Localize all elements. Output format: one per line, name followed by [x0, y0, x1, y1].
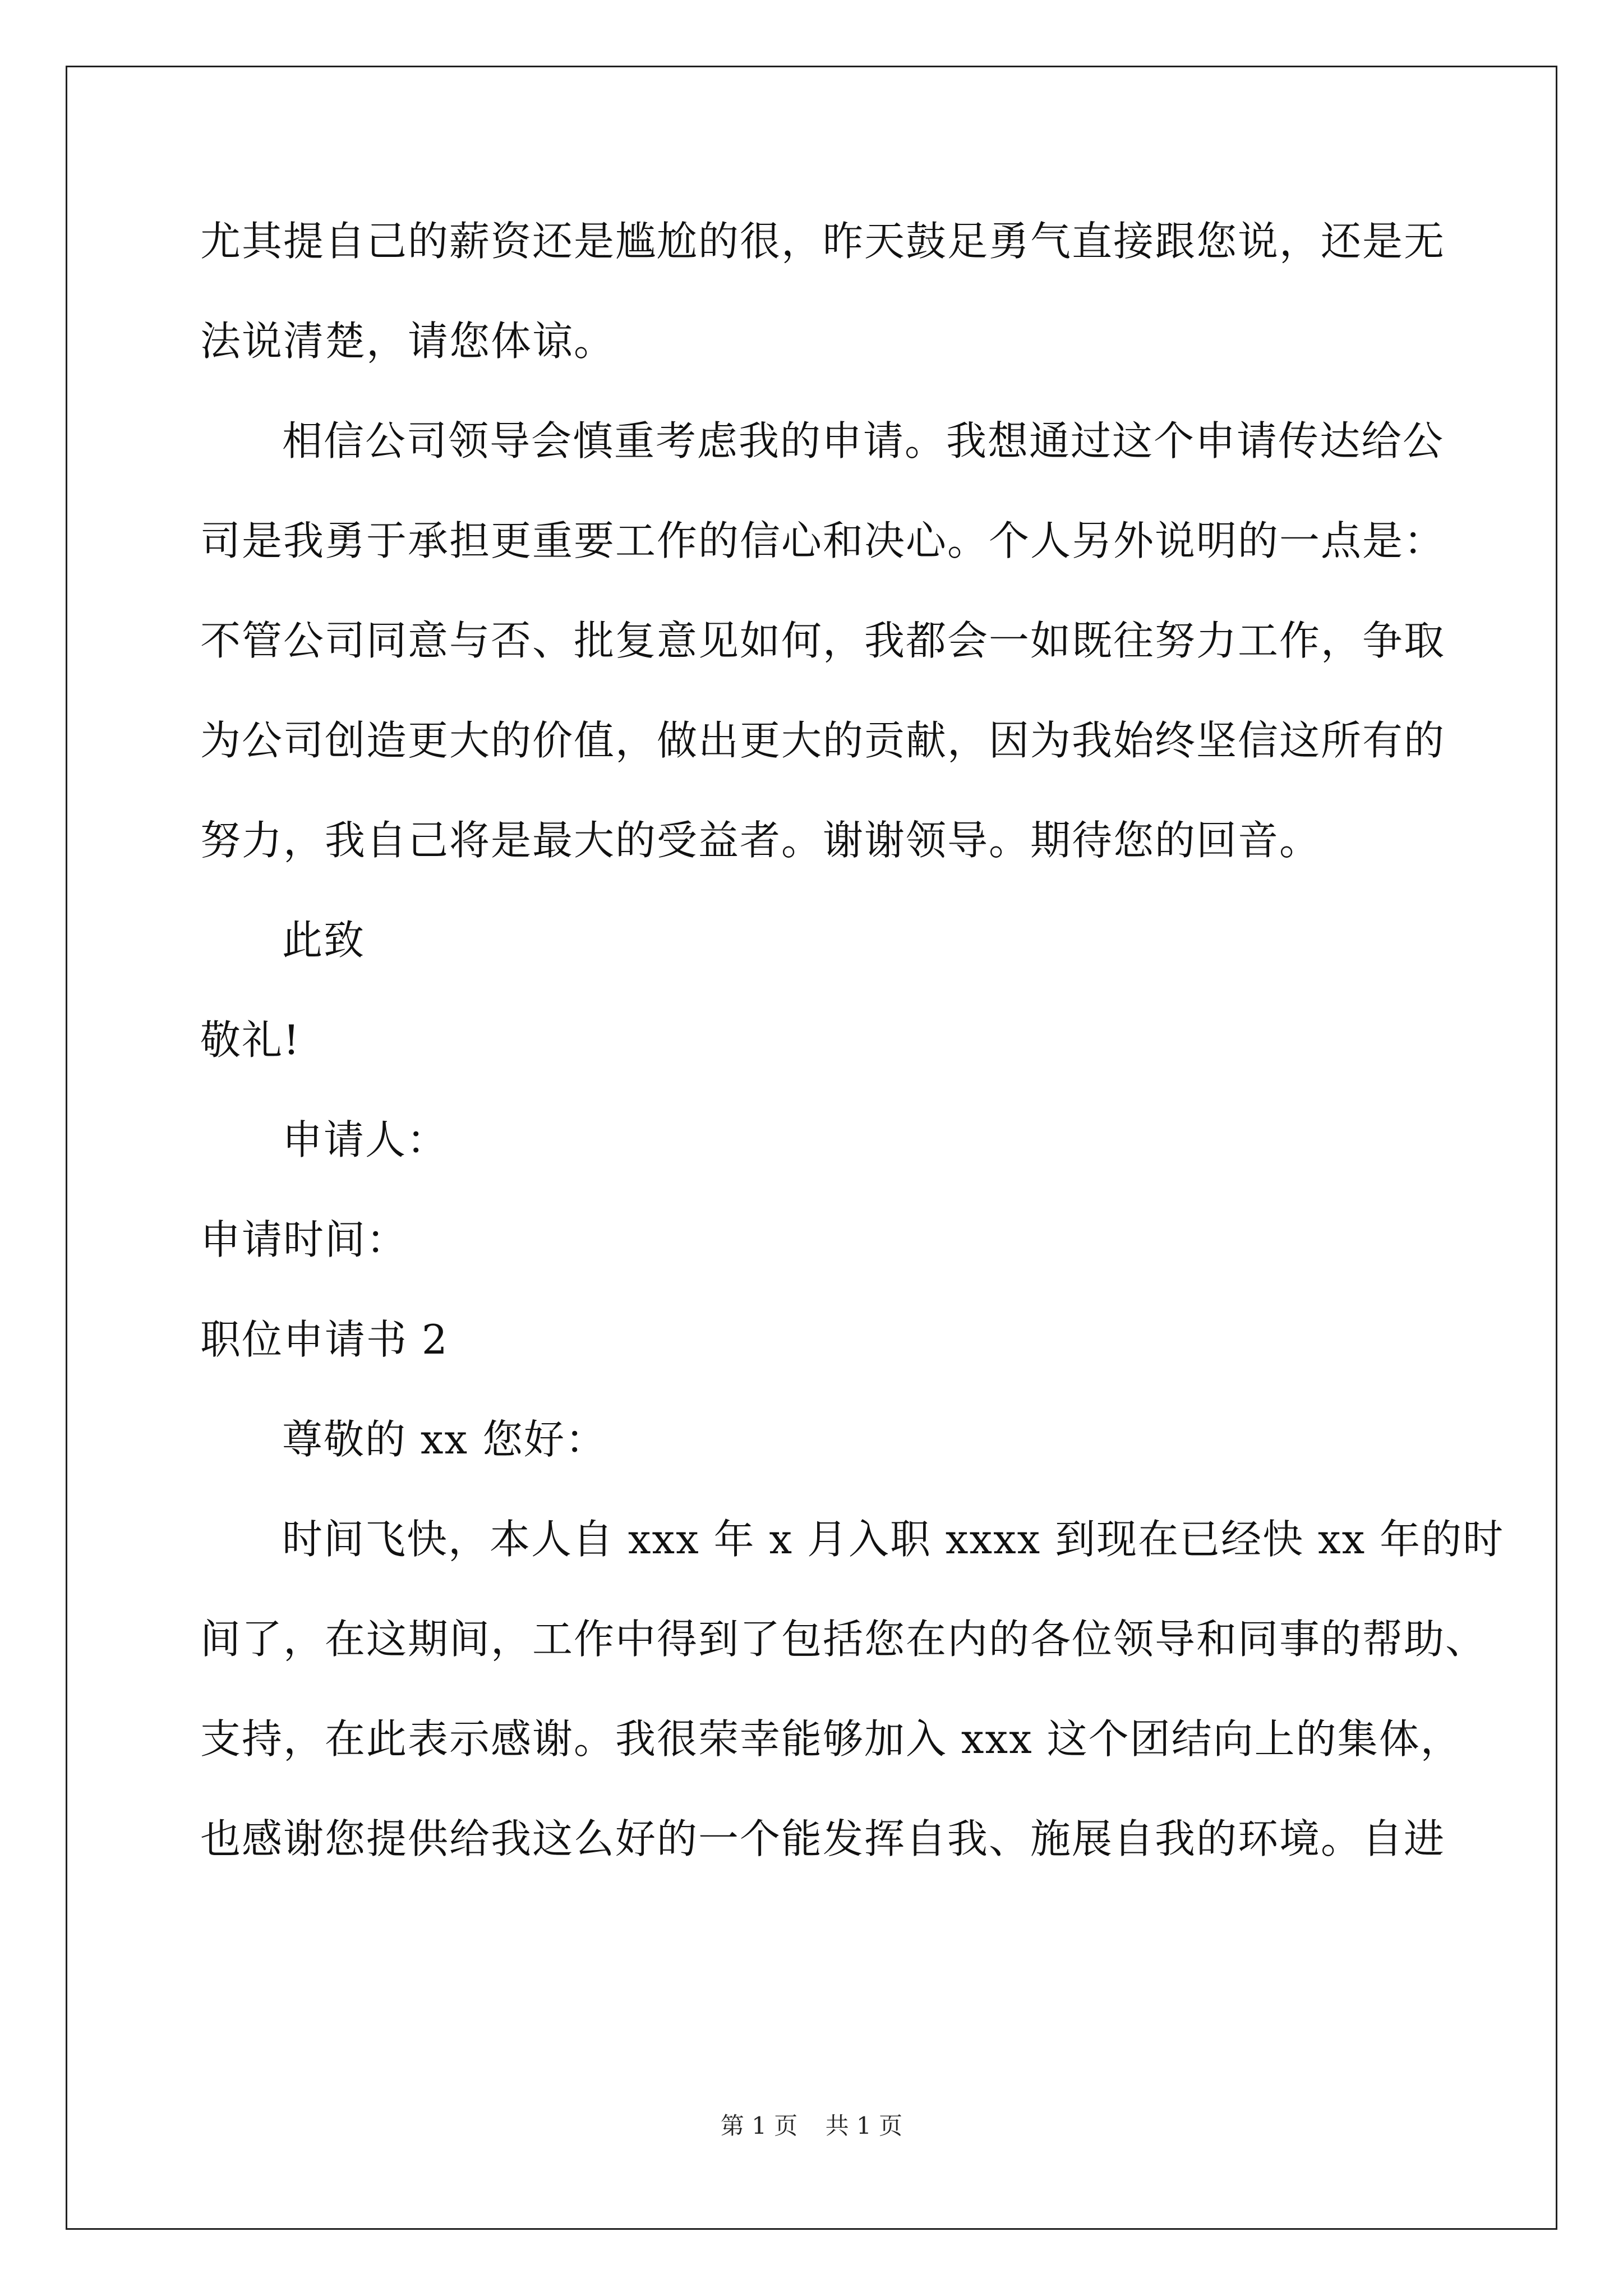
text-line: 间了，在这期间，工作中得到了包括您在内的各位领导和同事的帮助、: [200, 1616, 1487, 1663]
text-line: 也感谢您提供给我这么好的一个能发挥自我、施展自我的环境。自进: [200, 1815, 1446, 1862]
page-footer: [0, 2109, 1623, 2143]
paragraph-start-line: 相信公司领导会慎重考虑我的申请。我想通过这个申请传达给公: [282, 417, 1445, 464]
salutation: 敬礼!: [200, 1016, 301, 1064]
page-number-current: 第 1 页: [720, 2112, 798, 2139]
text-line: 尤其提自己的薪资还是尴尬的很，昨天鼓足勇气直接跟您说，还是无: [200, 218, 1446, 265]
application-date-label: 申请时间：: [200, 1216, 408, 1263]
text-line: 不管公司同意与否、批复意见如何，我都会一如既往努力工作，争取: [200, 617, 1446, 664]
applicant-label: 申请人：: [282, 1116, 449, 1163]
greeting: 尊敬的 xx 您好：: [282, 1416, 607, 1463]
text-line: 为公司创造更大的价值，做出更大的贡献，因为我始终坚信这所有的: [200, 717, 1446, 764]
text-line: 努力，我自己将是最大的受益者。谢谢领导。期待您的回音。: [200, 817, 1321, 864]
section-title: 职位申请书 2: [200, 1316, 449, 1363]
paragraph-start-line: 时间飞快，本人自 xxx 年 x 月入职 xxxx 到现在已经快 xx 年的时: [282, 1516, 1505, 1563]
text-line: 司是我勇于承担更重要工作的信心和决心。个人另外说明的一点是：: [200, 517, 1446, 564]
text-line: 法说清楚，请您体谅。: [200, 318, 616, 365]
text-line: 支持，在此表示感谢。我很荣幸能够加入 xxx 这个团结向上的集体，: [200, 1715, 1462, 1763]
page-number-total: 共 1 页: [825, 2112, 903, 2139]
closing-phrase: 此致: [282, 917, 366, 964]
